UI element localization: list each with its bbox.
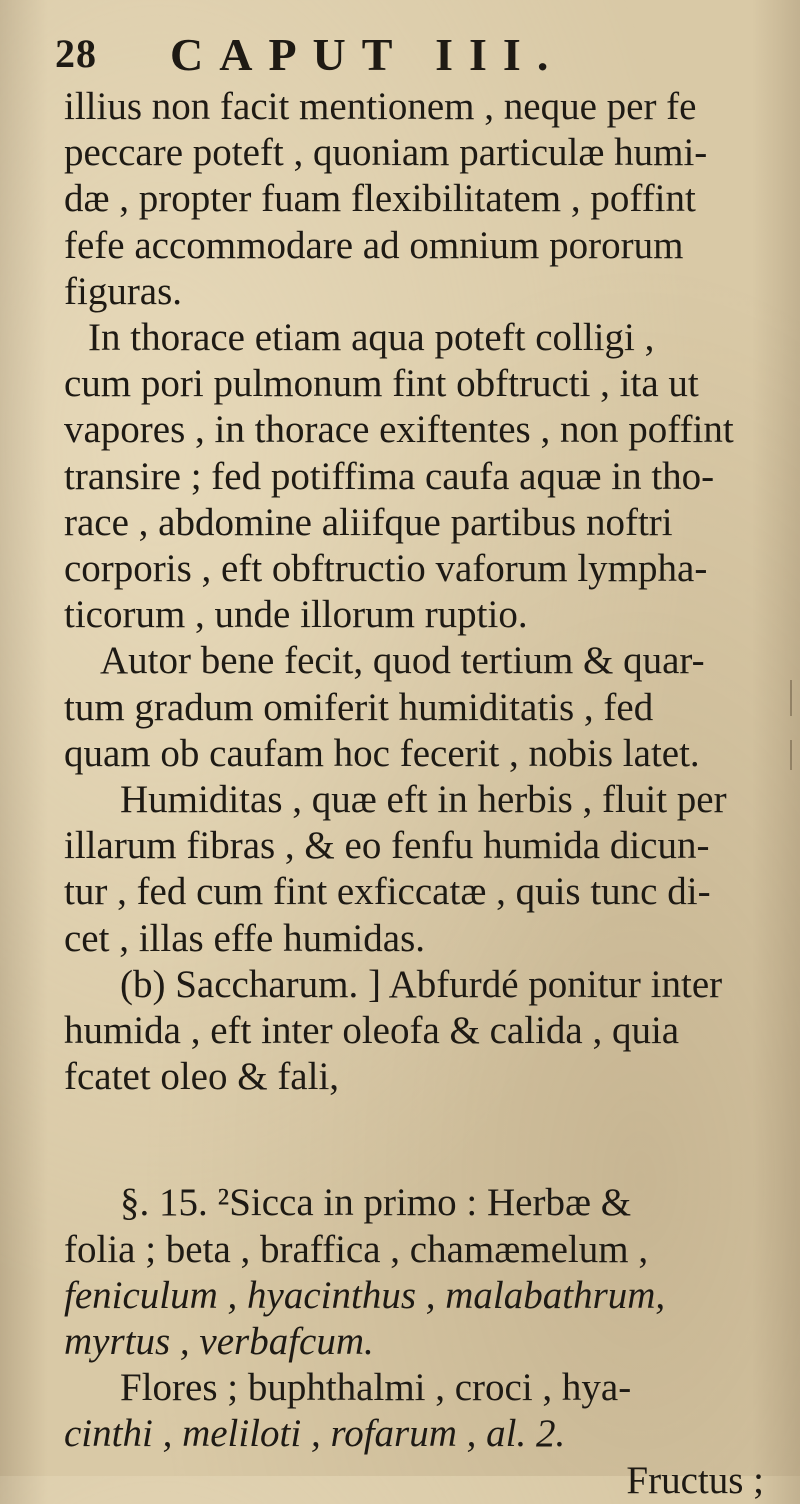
- text-line: Humiditas , quæ eft in herbis , fluit per: [120, 778, 727, 822]
- text-line: ticorum , unde illorum ruptio.: [64, 593, 528, 637]
- text-line: illarum fibras , & eo fenfu humida dicun-: [64, 824, 710, 868]
- text-line: humida , eft inter oleofa & calida , quia: [64, 1009, 680, 1053]
- margin-mark: [790, 740, 792, 770]
- text-line: figuras.: [64, 269, 183, 313]
- text-line: vapores , in thorace exiftentes , non poffint: [64, 408, 734, 452]
- text-line: [64, 1100, 764, 1180]
- text-line: peccare poteft , quoniam particulæ humi-: [64, 131, 708, 175]
- body-text: [64, 84, 764, 1504]
- text-line: In thorace etiam aqua poteft colligi ,: [88, 316, 655, 360]
- text-line: dæ , propter fuam flexibilitatem , poffint: [64, 177, 696, 221]
- margin-mark: [790, 680, 792, 716]
- text-line: fcatet oleo & fali,: [64, 1055, 340, 1099]
- text-line: folia ; beta , braffica , chamæmelum ,: [64, 1227, 649, 1271]
- text-line: cum pori pulmonum fint obftructi , ita ut: [64, 362, 699, 406]
- text-line: quam ob caufam hoc fecerit , nobis latet.: [64, 731, 700, 775]
- text-line: cinthi , meliloti , rofarum , al. 2.: [64, 1412, 566, 1456]
- text-line: feniculum , hyacinthus , malabathrum,: [64, 1273, 666, 1317]
- page-number: 28: [55, 31, 97, 76]
- text-line: cet , illas effe humidas.: [64, 916, 425, 960]
- text-line: race , abdomine aliifque partibus noftri: [64, 500, 673, 544]
- text-line: tum gradum omiferit humiditatis , fed: [64, 685, 654, 729]
- text-line: tur , fed cum fint exficcatæ , quis tunc di-: [64, 870, 711, 914]
- text-line: Autor bene fecit, quod tertium & quar-: [100, 639, 705, 683]
- text-line: Flores ; buphthalmi , croci , hya-: [120, 1366, 632, 1410]
- text-line: Fructus ;: [626, 1458, 764, 1502]
- page-header: [55, 28, 755, 80]
- text-line: (b) Saccharum. ] Abfurdé ponitur inter: [120, 962, 723, 1006]
- text-line: fefe accommodare ad omnium pororum: [64, 223, 684, 267]
- text-line: transire ; fed potiffima caufa aquæ in tho-: [64, 454, 715, 498]
- running-title: CAPUT III.: [170, 29, 565, 80]
- text-line: §. 15. ²Sicca in primo : Herbæ &: [120, 1181, 632, 1225]
- text-line: illius non facit mentionem , neque per fe: [64, 85, 697, 128]
- text-line: myrtus , verbafcum.: [64, 1320, 374, 1364]
- text-line: corporis , eft obftructio vaforum lympha-: [64, 547, 708, 591]
